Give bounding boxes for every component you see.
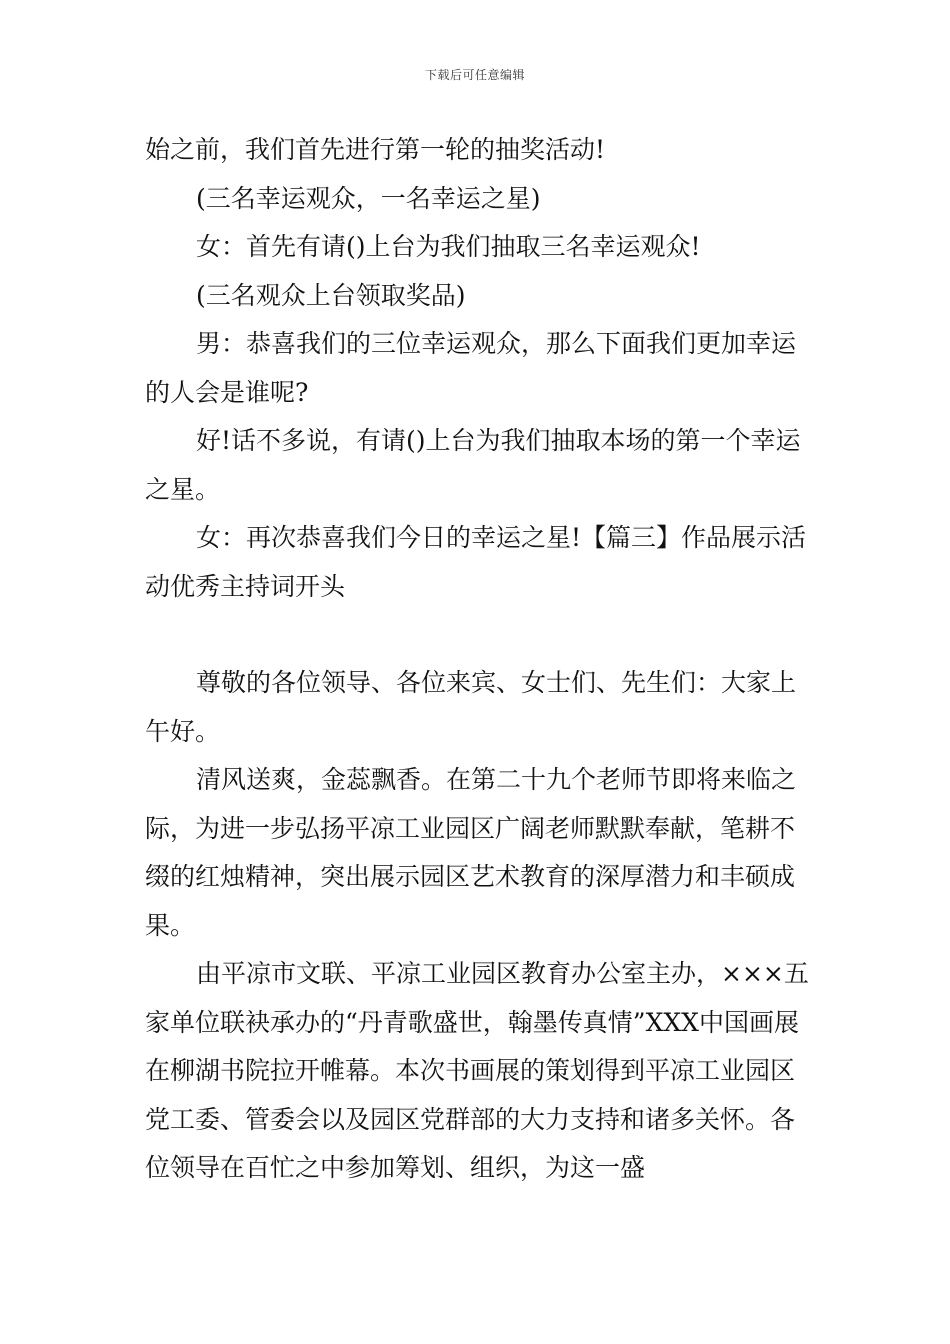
paragraph-male-host: 男：恭喜我们的三位幸运观众，那么下面我们更加幸运的人会是谁呢? [145,329,797,407]
paragraph-gap [145,611,809,659]
paragraph-opening: 清风送爽，金蕊飘香。在第二十九个老师节即将来临之际，为进一步弘扬平凉工业园区广阔老师默默奉献，笔耕不缀的红烛精神，突出展示园区艺术教育的深厚潜力和丰硕成果。 [145,765,797,940]
paragraph-female-host: 女：首先有请()上台为我们抽取三名幸运观众! [196,232,701,261]
paragraph-event-description: 由平凉市文联、平凉工业园区教育办公室主办，×××五家单位联袂承办的“丹青歌盛世，翰墨传真情”XXX中国画展在柳湖书院拉开帷幕。本次书画展的策划得到平凉工业园区党工委、管委会以及园区党群部的大力支持和诸多关怀。各位领导在百忙之中参加筹划、组织，为这一盛 [145,959,809,1182]
paragraph-stage-note: (三名幸运观众，一名幸运之星) [196,183,541,213]
paragraph-greeting: 尊敬的各位领导、各位来宾、女士们、先生们：大家上午好。 [145,668,797,746]
paragraph-stage-note: (三名观众上台领取奖品) [196,280,466,310]
document-body [145,126,809,1193]
paragraph-continuation: 始之前，我们首先进行第一轮的抽奖活动! [145,135,606,164]
page-header: 下载后可任意编辑 [424,68,525,82]
paragraph-section-heading: 女：再次恭喜我们今日的幸运之星!【篇三】作品展示活动优秀主持词开头 [145,523,807,601]
paragraph-lucky-star: 好!话不多说，有请()上台为我们抽取本场的第一个幸运之星。 [145,426,801,504]
